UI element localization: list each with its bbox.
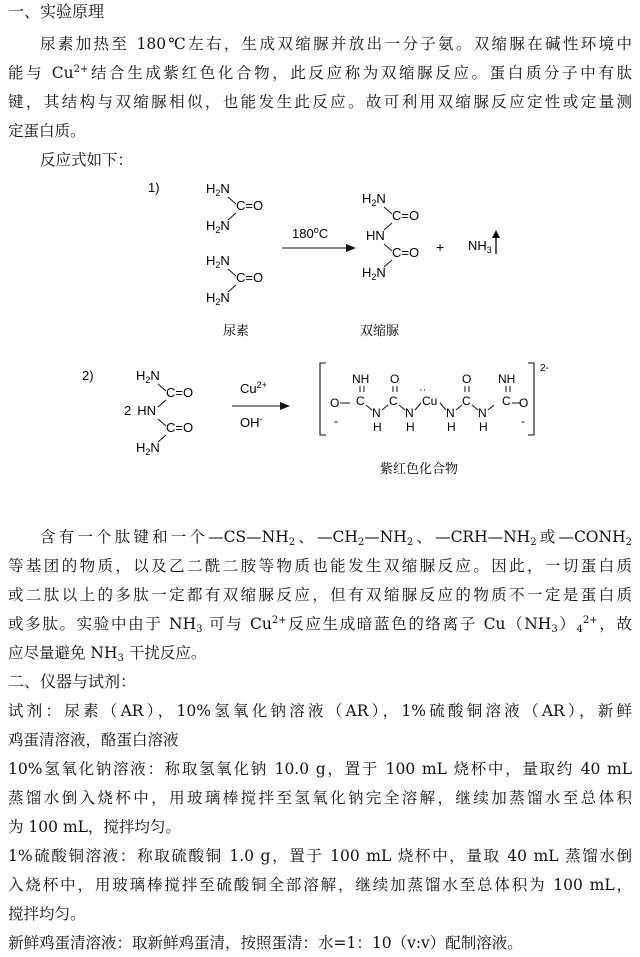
svg-text:H: H [479, 420, 488, 434]
svg-text:O: O [519, 396, 529, 410]
svg-text:O: O [330, 396, 340, 410]
reaction-number: 1) [148, 180, 160, 195]
paragraph-line: 或多肽。实验中由于 $NH_3$ 可与 $Cu^{2+}$反应生成暗蓝色的络离子 $Cu(NH_3)_4^{2+}$，故 [8, 615, 632, 635]
svg-text:C=O: C=O [236, 198, 264, 213]
svg-text:2HN: 2 HN [124, 403, 157, 418]
paragraph-line: 蒸馏水倒入烧杯中，用玻璃棒搅拌至氢氧化钠完全溶解，继续加蒸馏水至总体积 [8, 789, 632, 807]
paragraph-line: 1%硫酸铜溶液：称取硫酸铜 1.0 g，置于 100 mL 烧杯中，量取 40 mL 蒸馏水倒 [8, 847, 632, 865]
svg-text:OH-: OH- [240, 414, 263, 430]
svg-text:Cu: Cu [422, 394, 438, 408]
svg-text:N: N [446, 406, 455, 420]
svg-text:C=O: C=O [166, 385, 194, 400]
svg-text:NH: NH [498, 372, 516, 386]
gas-up-arrow-icon [492, 230, 500, 254]
svg-text:H2N: $H_2N$ [206, 290, 230, 307]
urea-molecule-2 [206, 253, 263, 307]
svg-text:C: C [356, 394, 365, 408]
svg-text:C: C [389, 394, 398, 408]
section-heading-instruments: 二、仪器与试剂： [8, 672, 137, 691]
paragraph-line: 尿素加热至 180℃左右，生成双缩脲并放出一分子氨。双缩脲在碱性环境中 [40, 35, 632, 53]
svg-text:H2N: $H_2N$ [206, 218, 230, 235]
svg-text:H: H [373, 420, 382, 434]
paragraph-line: 新鲜鸡蛋清溶液：取新鲜鸡蛋清，按照蛋清：水=1：10（v:v）配制溶液。 [8, 934, 523, 952]
svg-text:O: O [462, 372, 472, 386]
svg-text:-: - [334, 414, 338, 428]
svg-text:C=O: C=O [236, 270, 264, 285]
svg-text:C=O: C=O [392, 245, 420, 260]
reaction-2-arrow [232, 380, 290, 430]
formula-intro: 反应式如下： [40, 151, 134, 169]
paragraph-line: 能与 $Cu^{2+}$结合生成紫红色化合物，此反应称为双缩脲反应。蛋白质分子中有肽 [8, 64, 632, 82]
biuret-molecule [362, 191, 419, 282]
svg-text:H2N: $H_2N$ [362, 265, 386, 282]
svg-text:C: C [462, 394, 471, 408]
paragraph-line: 入烧杯中，用玻璃棒搅拌至硫酸铜全部溶解，继续加蒸馏水至总体积为 100 mL， [8, 876, 632, 894]
svg-text:N: N [405, 406, 414, 420]
label-purple-compound: 紫红色化合物 [380, 462, 459, 477]
svg-text:··: ·· [419, 384, 427, 396]
paragraph-line: 鸡蛋清溶液，酪蛋白溶液 [8, 731, 179, 749]
paragraph-line: 含有一个肽键和一个$—CS—NH_2$、$—CH_2—NH_2$、$—CRH—NH_2$或$—CONH_2$ [40, 528, 632, 548]
svg-text:H2N: $H_2N$ [136, 368, 160, 385]
svg-text:H2N: $H_2N$ [362, 191, 386, 208]
paragraph-line: 搅拌均匀。 [8, 905, 86, 923]
svg-text:C: C [502, 394, 511, 408]
paragraph-line: 或二肽以上的多肽一定都有双缩脲反应，但有双缩脲反应的物质不一定是蛋白质 [8, 586, 632, 604]
paragraph-line: 为 100 mL，搅拌均匀。 [8, 818, 181, 836]
complex-charge: 2- [540, 363, 549, 374]
reaction-2-diagram [0, 355, 640, 500]
svg-text:C=O: C=O [392, 208, 420, 223]
biuret-reactant [124, 368, 193, 457]
svg-text:H2N: $H_2N$ [206, 253, 230, 270]
svg-text:NH: NH [352, 372, 370, 386]
reaction-1-arrow [282, 225, 356, 252]
plus-sign: + [436, 239, 445, 255]
paragraph-line: 10%氢氧化钠溶液：称取氢氧化钠 10.0 g，置于 100 mL 烧杯中，量取约 40 mL [8, 760, 632, 778]
condition-temperature: 180$^o$C [292, 225, 329, 241]
svg-text:C=O: C=O [166, 420, 194, 435]
svg-text:N: N [372, 406, 381, 420]
urea-molecule-1 [206, 181, 263, 235]
reaction-1-diagram [0, 170, 640, 350]
paragraph-line: 应尽量避免 $NH_3$ 干扰反应。 [8, 644, 207, 664]
paragraph-line: 定蛋白质。 [8, 122, 86, 140]
svg-text:Cu2+: $Cu^{2+}$ [240, 380, 267, 396]
copper-complex [330, 372, 528, 434]
svg-text:H2N: $H_2N$ [136, 440, 160, 457]
paragraph-line: 试剂：尿素（AR），10%氢氧化钠溶液（AR），1%硫酸铜溶液（AR），新鲜 [8, 702, 632, 720]
svg-text:HN: HN [366, 228, 385, 243]
svg-text:O: O [390, 372, 400, 386]
svg-text:-: - [521, 414, 525, 428]
label-biuret: 双缩脲 [360, 324, 400, 339]
paragraph-line: 等基团的物质，以及乙二酰二胺等物质也能发生双缩脲反应。因此，一切蛋白质 [8, 557, 632, 575]
ammonia-label: $NH_3$ [468, 238, 492, 255]
svg-text:H: H [406, 420, 415, 434]
section-heading-principle: 一、实验原理 [8, 2, 105, 21]
reaction-number: 2) [82, 368, 94, 383]
svg-text:H: H [447, 420, 456, 434]
svg-text:H2N: $H_2N$ [206, 181, 230, 198]
paragraph-line: 键，其结构与双缩脲相似，也能发生此反应。故可利用双缩脲反应定性或定量测 [8, 93, 632, 111]
label-urea: 尿素 [223, 324, 250, 339]
svg-text:N: N [478, 406, 487, 420]
